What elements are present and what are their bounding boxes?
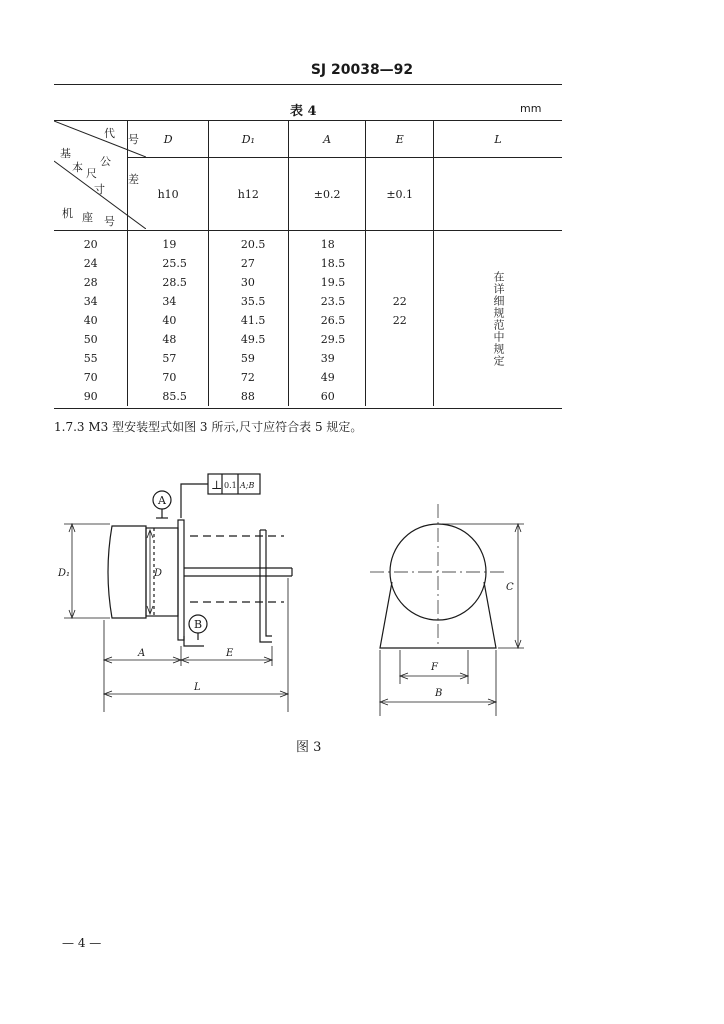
table-caption: 表 4 bbox=[290, 104, 317, 119]
corner-basic-2: 本 bbox=[72, 161, 83, 174]
corner-tolerance-1: 公 bbox=[100, 155, 111, 168]
corner-symbol-1: 代 bbox=[104, 127, 115, 140]
cell-D: 85.5 bbox=[128, 387, 208, 406]
header-tolerance-D: h10 bbox=[128, 158, 208, 231]
corner-symbol-2: 号 bbox=[128, 133, 139, 146]
table-bottom-rule bbox=[54, 408, 562, 409]
corner-frame-1: 机 bbox=[62, 207, 73, 220]
tolerance-value: 0.1 bbox=[224, 481, 237, 490]
cell-frame: 70 bbox=[83, 371, 98, 384]
dimension-table bbox=[54, 121, 562, 406]
cell-frame: 90 bbox=[83, 390, 98, 403]
cell-D: 28.5 bbox=[128, 273, 208, 292]
header-rule bbox=[54, 84, 562, 85]
mounting-flange bbox=[178, 520, 184, 640]
cell-D1: 27 bbox=[208, 254, 288, 273]
L-label: L bbox=[194, 682, 201, 693]
cell-A: 23.5 bbox=[288, 292, 366, 311]
header-tolerance-L bbox=[433, 158, 562, 231]
datum-a-label: A bbox=[158, 494, 166, 507]
cell-A: 19.5 bbox=[288, 273, 366, 292]
cell-D: 48 bbox=[128, 330, 208, 349]
tolerance-leader bbox=[181, 484, 208, 518]
corner-frame-3: 号 bbox=[104, 215, 115, 228]
cell-D1: 72 bbox=[208, 368, 288, 387]
cell-frame: 20 bbox=[83, 238, 98, 251]
B-label: B bbox=[435, 688, 443, 699]
cell-E: 22 bbox=[366, 311, 434, 330]
cell-A: 26.5 bbox=[288, 311, 366, 330]
cell-frame: 24 bbox=[83, 257, 98, 270]
cell-E: 22 bbox=[366, 292, 434, 311]
figure-caption: 图 3 bbox=[296, 740, 322, 755]
cell-A: 29.5 bbox=[288, 330, 366, 349]
cell-D1: 30 bbox=[208, 273, 288, 292]
cell-D: 19 bbox=[128, 231, 208, 255]
bracket-foot-left bbox=[184, 636, 204, 646]
bracket-right-inner bbox=[266, 530, 272, 636]
header-tolerance-A: ±0.2 bbox=[288, 158, 366, 231]
mounting-figure bbox=[54, 470, 574, 730]
C-label: C bbox=[506, 582, 514, 593]
cell-frame: 34 bbox=[83, 295, 98, 308]
corner-tolerance-2: 差 bbox=[128, 173, 139, 186]
header-symbol-E: E bbox=[366, 121, 434, 158]
header-tolerance-E: ±0.1 bbox=[366, 158, 434, 231]
cell-frame: 28 bbox=[83, 276, 98, 289]
cell-frame: 55 bbox=[83, 352, 98, 365]
E-label: E bbox=[226, 648, 234, 659]
cell-D: 34 bbox=[128, 292, 208, 311]
standard-number: SJ 20038—92 bbox=[310, 62, 414, 78]
cell-D1: 35.5 bbox=[208, 292, 288, 311]
symbol-header-row bbox=[54, 121, 562, 158]
mounting-bracket bbox=[380, 582, 496, 648]
corner-size-1: 尺 bbox=[86, 167, 97, 180]
cell-E bbox=[366, 368, 434, 387]
header-symbol-A: A bbox=[288, 121, 366, 158]
datum-b-label: B bbox=[194, 618, 203, 631]
header-tolerance-D1: h12 bbox=[208, 158, 288, 231]
cell-E bbox=[366, 387, 434, 406]
corner-frame-2: 座 bbox=[82, 211, 93, 224]
table-unit: mm bbox=[520, 102, 542, 115]
cell-D: 70 bbox=[128, 368, 208, 387]
cell-E bbox=[366, 349, 434, 368]
cell-frame: 40 bbox=[83, 314, 98, 327]
cell-A: 49 bbox=[288, 368, 366, 387]
page-number: — 4 — bbox=[62, 936, 102, 950]
cell-frame: 50 bbox=[83, 333, 98, 346]
cell-E bbox=[366, 330, 434, 349]
header-symbol-L: L bbox=[433, 121, 562, 158]
table-row bbox=[54, 231, 562, 255]
header-symbol-D1: D₁ bbox=[208, 121, 288, 158]
cell-E bbox=[366, 273, 434, 292]
cell-L-note bbox=[433, 231, 562, 407]
end-view bbox=[370, 504, 524, 716]
cell-D1: 49.5 bbox=[208, 330, 288, 349]
cell-D1: 41.5 bbox=[208, 311, 288, 330]
corner-header-cell bbox=[54, 121, 139, 231]
cell-A: 18 bbox=[288, 231, 366, 255]
cell-A: 18.5 bbox=[288, 254, 366, 273]
clause-text: 1.7.3 M3 型安装型式如图 3 所示,尺寸应符合表 5 规定。 bbox=[54, 420, 363, 434]
cell-D: 40 bbox=[128, 311, 208, 330]
side-view bbox=[57, 474, 292, 712]
corner-basic-1: 基 bbox=[60, 147, 71, 160]
L-note-text: 在详细规范中规定 bbox=[491, 271, 505, 367]
cell-A: 39 bbox=[288, 349, 366, 368]
cell-E bbox=[366, 231, 434, 255]
cell-D1: 88 bbox=[208, 387, 288, 406]
cell-D1: 59 bbox=[208, 349, 288, 368]
D-label: D bbox=[154, 568, 163, 579]
A-label: A bbox=[138, 648, 146, 659]
motor-end-cap bbox=[108, 526, 146, 618]
cell-E bbox=[366, 254, 434, 273]
tolerance-datums: A;B bbox=[240, 481, 255, 490]
cell-D: 57 bbox=[128, 349, 208, 368]
header-symbol-D: D bbox=[128, 121, 208, 158]
perpendicularity-icon: ⊥ bbox=[211, 478, 223, 492]
cell-D: 25.5 bbox=[128, 254, 208, 273]
cell-D1: 20.5 bbox=[208, 231, 288, 255]
cell-A: 60 bbox=[288, 387, 366, 406]
D1-label: D₁ bbox=[58, 568, 71, 579]
F-label: F bbox=[431, 662, 438, 673]
corner-size-2: 寸 bbox=[94, 183, 105, 196]
